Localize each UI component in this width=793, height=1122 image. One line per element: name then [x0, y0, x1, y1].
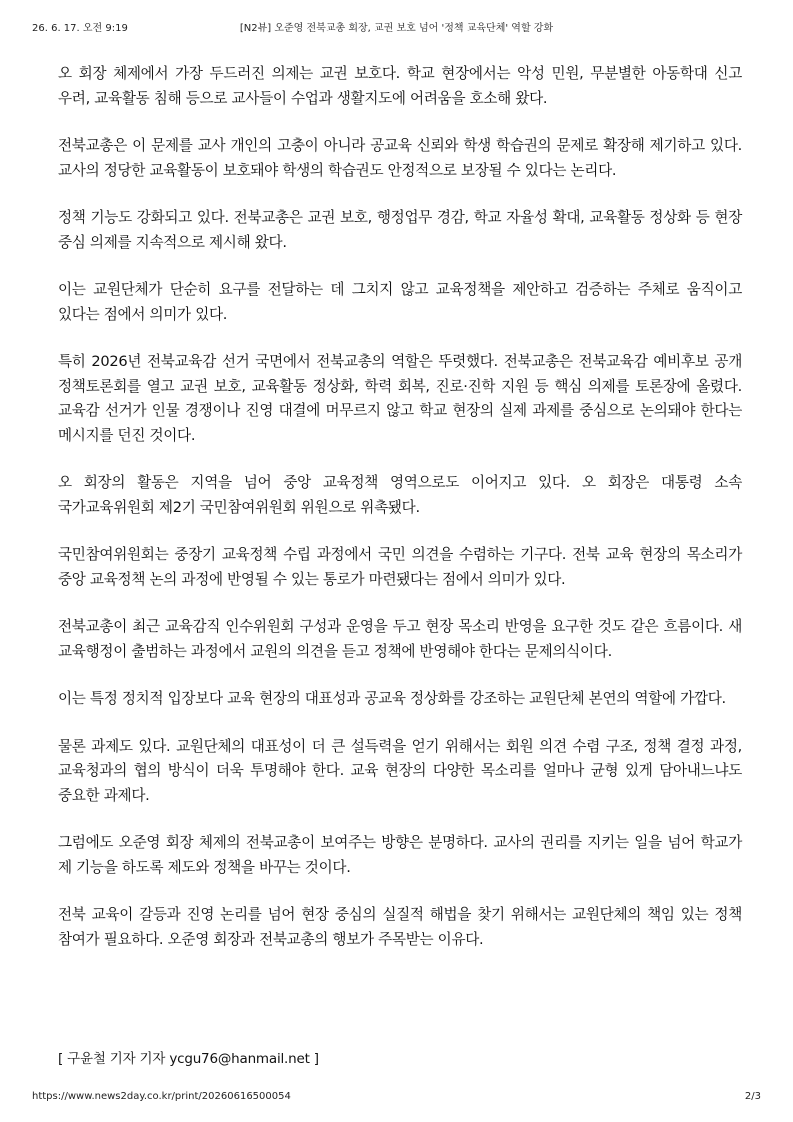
article-paragraph: 그럼에도 오준영 회장 체제의 전북교총이 보여주는 방향은 분명하다. 교사의 권리를 지키는 일을 넘어 학교가 제 기능을 하도록 제도와 정책을 바꾸는 것이다.: [58, 834, 742, 876]
article-paragraph: 전북교총은 이 문제를 교사 개인의 고충이 아니라 공교육 신뢰와 학생 학습권의 문제로 확장해 제기하고 있다. 교사의 정당한 교육활동이 보호돼야 학생의 학습권도 안정적으로 보장될 수 있다는 논리다.: [58, 137, 742, 179]
article-paragraph: 물론 과제도 있다. 교원단체의 대표성이 더 큰 설득력을 얻기 위해서는 회원 의견 수렴 구조, 정책 결정 과정, 교육청과의 협의 방식이 더욱 투명해야 한다. 교육 현장의 다양한 목소리를 얼마나 균형 있게 담아내느냐도 중요한 과제다.: [58, 737, 742, 804]
reporter-byline: [ 구윤철 기자 기자 ycgu76@hanmail.net ]: [58, 1051, 319, 1067]
article-paragraph: 특히 2026년 전북교육감 선거 국면에서 전북교총의 역할은 뚜렷했다. 전북교총은 전북교육감 예비후보 공개 정책토론회를 열고 교권 보호, 교육활동 정상화, 학력 회복, 진로·진학 지원 등 핵심 의제를 토론장에 올렸다. 교육감 선거가 인물 경쟁이나 진영 대결에 머무르지 않고 학교 현장의 실제 과제를 중심으로 논의돼야 한다는 메시지를 던진 것이다.: [58, 353, 742, 444]
article-paragraph: 오 회장 체제에서 가장 두드러진 의제는 교권 보호다. 학교 현장에서는 악성 민원, 무분별한 아동학대 신고 우려, 교육활동 침해 등으로 교사들이 수업과 생활지도에 어려움을 호소해 왔다.: [58, 65, 742, 107]
page-number: 2/3: [744, 1091, 761, 1102]
print-header-title: [N2뷰] 오준영 전북교총 회장, 교권 보호 넘어 '정책 교육단체' 역할 강화: [239, 23, 554, 34]
article-paragraph: 오 회장의 활동은 지역을 넘어 중앙 교육정책 영역으로도 이어지고 있다. 오 회장은 대통령 소속 국가교육위원회 제2기 국민참여위원회 위원으로 위촉됐다.: [58, 474, 742, 516]
article-paragraph: 정책 기능도 강화되고 있다. 전북교총은 교권 보호, 행정업무 경감, 학교 자율성 확대, 교육활동 정상화 등 현장 중심 의제를 지속적으로 제시해 왔다.: [58, 209, 742, 251]
print-date: 26. 6. 17. 오전 9:19: [32, 23, 128, 34]
print-source-url: https://www.news2day.co.kr/print/20260616500054: [32, 1091, 291, 1102]
article-paragraph: 이는 특정 정치적 입장보다 교육 현장의 대표성과 공교육 정상화를 강조하는 교원단체 본연의 역할에 가깝다.: [58, 690, 726, 707]
article-paragraph: 이는 교원단체가 단순히 요구를 전달하는 데 그치지 않고 교육정책을 제안하고 검증하는 주체로 움직이고 있다는 점에서 의미가 있다.: [58, 281, 742, 323]
article-paragraph: 전북교총이 최근 교육감직 인수위원회 구성과 운영을 두고 현장 목소리 반영을 요구한 것도 같은 흐름이다. 새 교육행정이 출범하는 과정에서 교원의 의견을 듣고 정책에 반영해야 한다는 문제의식이다.: [58, 618, 742, 660]
article-paragraph: 전북 교육이 갈등과 진영 논리를 넘어 현장 중심의 실질적 해법을 찾기 위해서는 교원단체의 책임 있는 정책 참여가 필요하다. 오준영 회장과 전북교총의 행보가 주목받는 이유다.: [58, 906, 742, 948]
article-paragraph: 국민참여위원회는 중장기 교육정책 수립 과정에서 국민 의견을 수렴하는 기구다. 전북 교육 현장의 목소리가 중앙 교육정책 논의 과정에 반영될 수 있는 통로가 마련됐다는 점에서 의미가 있다.: [58, 546, 742, 588]
article-body: [58, 62, 742, 975]
